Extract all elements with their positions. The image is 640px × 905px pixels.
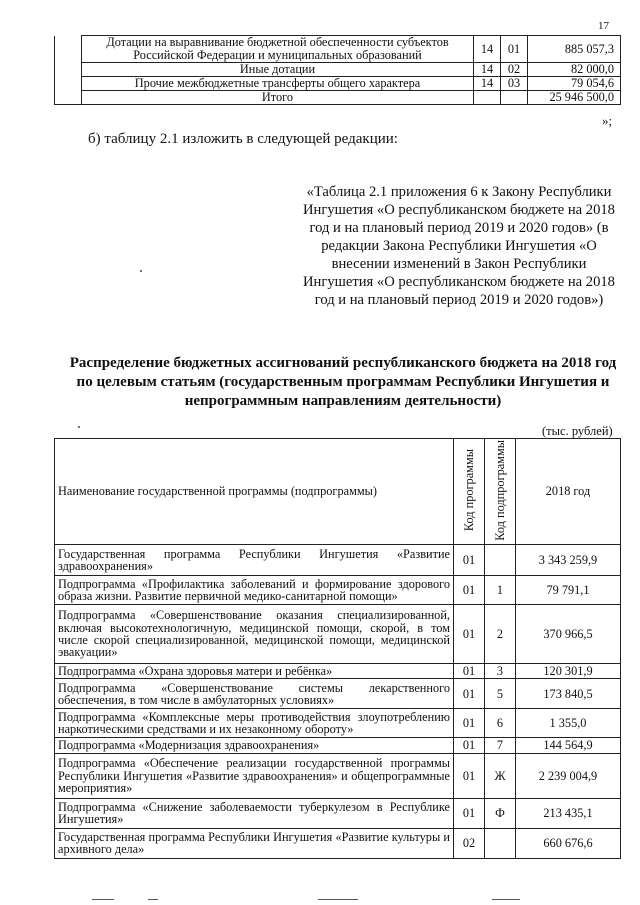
subprogram-code: 2	[485, 605, 516, 664]
section-code: 14	[474, 36, 501, 63]
row-amount: 79 054,6	[528, 77, 621, 91]
table-header-row	[55, 439, 621, 545]
scan-mark	[318, 899, 358, 900]
table-row	[55, 709, 621, 738]
subprogram-code: 6	[485, 709, 516, 738]
row-amount: 370 966,5	[516, 605, 621, 664]
subsection-code: 03	[501, 77, 528, 91]
program-code: 01	[454, 679, 485, 709]
subsection-code	[501, 91, 528, 105]
table-row	[55, 576, 621, 605]
scan-speck	[78, 426, 80, 428]
header-program-code-label: Код программы	[461, 449, 476, 532]
table-caption: «Таблица 2.1 приложения 6 к Закону Республики Ингушетия «О республиканском бюджете на 2018 год и на плановый период 2019 и 2020 годов» (в редакции Закона Республики Ингушетия «О внесении изменений в Закон Республики Ингушетия «О республиканском бюджете на 2018 год и на плановый период 2019 и 2020 годов»)	[303, 184, 615, 308]
table-row	[55, 679, 621, 709]
row-name: Подпрограмма «Снижение заболеваемости туберкулезом в Республике Ингушетия»	[55, 798, 454, 828]
subprogram-code	[485, 828, 516, 858]
row-amount: 213 435,1	[516, 798, 621, 828]
page-number: 17	[598, 20, 609, 32]
row-amount: 1 355,0	[516, 709, 621, 738]
row-name: Дотации на выравнивание бюджетной обеспеченности субъектов Российской Федерации и муниципальных образований	[82, 36, 474, 63]
program-code: 01	[454, 709, 485, 738]
closing-quote: »;	[602, 113, 613, 128]
program-code: 01	[454, 738, 485, 753]
table-row	[55, 605, 621, 664]
row-name: Подпрограмма «Модернизация здравоохранения»	[55, 738, 454, 753]
table-row	[55, 91, 621, 105]
row-name: Государственная программа Республики Ингушетия «Развитие культуры и архивного дела»	[55, 828, 454, 858]
program-code: 01	[454, 753, 485, 798]
program-code: 01	[454, 798, 485, 828]
row-amount: 25 946 500,0	[528, 91, 621, 105]
instruction-text: б) таблицу 2.1 изложить в следующей редакции:	[88, 131, 398, 147]
scan-mark	[148, 899, 158, 900]
subprogram-code	[485, 545, 516, 576]
scan-edge-marks	[0, 893, 640, 905]
subprogram-code: 5	[485, 679, 516, 709]
table-row	[55, 36, 621, 63]
row-amount: 660 676,6	[516, 828, 621, 858]
subprogram-code: 3	[485, 664, 516, 679]
scan-speck	[140, 270, 142, 272]
row-amount: 144 564,9	[516, 738, 621, 753]
program-code: 01	[454, 545, 485, 576]
program-code: 01	[454, 576, 485, 605]
row-amount: 82 000,0	[528, 63, 621, 77]
row-name: Подпрограмма «Профилактика заболеваний и формирование здорового образа жизни. Развитие первичной медико-санитарной помощи»	[55, 576, 454, 605]
row-amount: 79 791,1	[516, 576, 621, 605]
program-code: 01	[454, 605, 485, 664]
header-name: Наименование государственной программы (подпрограммы)	[55, 439, 454, 545]
header-subprogram-code-label: Код подпрограммы	[492, 439, 507, 541]
row-amount: 173 840,5	[516, 679, 621, 709]
subprogram-code: 1	[485, 576, 516, 605]
scan-mark	[492, 899, 520, 900]
table-row	[55, 63, 621, 77]
subprogram-code: Ф	[485, 798, 516, 828]
section-code	[474, 91, 501, 105]
table-row	[55, 664, 621, 679]
row-amount: 2 239 004,9	[516, 753, 621, 798]
section-code: 14	[474, 77, 501, 91]
subprogram-code: Ж	[485, 753, 516, 798]
table-row	[55, 828, 621, 858]
document-title: Распределение бюджетных ассигнований республиканского бюджета на 2018 год по целевым статьям (государственным программам Республики Ингушетия и непрограммным направлениям деятельности)	[69, 355, 617, 409]
table-edge-cell	[55, 36, 82, 63]
row-name: Подпрограмма «Охрана здоровья матери и ребёнка»	[55, 664, 454, 679]
subsection-code: 02	[501, 63, 528, 77]
table-edge-cell	[55, 77, 82, 91]
subsection-code: 01	[501, 36, 528, 63]
row-amount: 120 301,9	[516, 664, 621, 679]
table-row	[55, 77, 621, 91]
row-name: Итого	[82, 91, 474, 105]
program-code: 02	[454, 828, 485, 858]
row-name: Подпрограмма «Комплексные меры противодействия злоупотреблению наркотическими средствами и их незаконному обороту»	[55, 709, 454, 738]
table-row	[55, 738, 621, 753]
allocation-table	[54, 438, 621, 859]
program-code: 01	[454, 664, 485, 679]
table-row	[55, 545, 621, 576]
row-name: Подпрограмма «Совершенствование оказания специализированной, включая высокотехнологичную, медицинской помощи, скорой, в том числе скорой специализированной, медицинской помощи, медицинской эвакуации»	[55, 605, 454, 664]
header-subprogram-code	[485, 439, 516, 545]
row-name: Иные дотации	[82, 63, 474, 77]
row-amount: 3 343 259,9	[516, 545, 621, 576]
row-name: Подпрограмма «Обеспечение реализации государственной программы Республики Ингушетия «Развитие здравоохранения» и общепрограммные мероприятия»	[55, 753, 454, 798]
header-program-code	[454, 439, 485, 545]
row-amount: 885 057,3	[528, 36, 621, 63]
header-year: 2018 год	[516, 439, 621, 545]
section-code: 14	[474, 63, 501, 77]
subprogram-code: 7	[485, 738, 516, 753]
row-name: Государственная программа Республики Ингушетия «Развитие здравоохранения»	[55, 545, 454, 576]
table-edge-cell	[55, 63, 82, 77]
row-name: Подпрограмма «Совершенствование системы лекарственного обеспечения, в том числе в амбулаторных условиях»	[55, 679, 454, 709]
table-row	[55, 798, 621, 828]
units-label: (тыс. рублей)	[542, 424, 613, 438]
continuation-table	[54, 35, 621, 105]
table-edge-cell	[55, 91, 82, 105]
table-row	[55, 753, 621, 798]
scan-mark	[92, 899, 114, 900]
row-name: Прочие межбюджетные трансферты общего характера	[82, 77, 474, 91]
